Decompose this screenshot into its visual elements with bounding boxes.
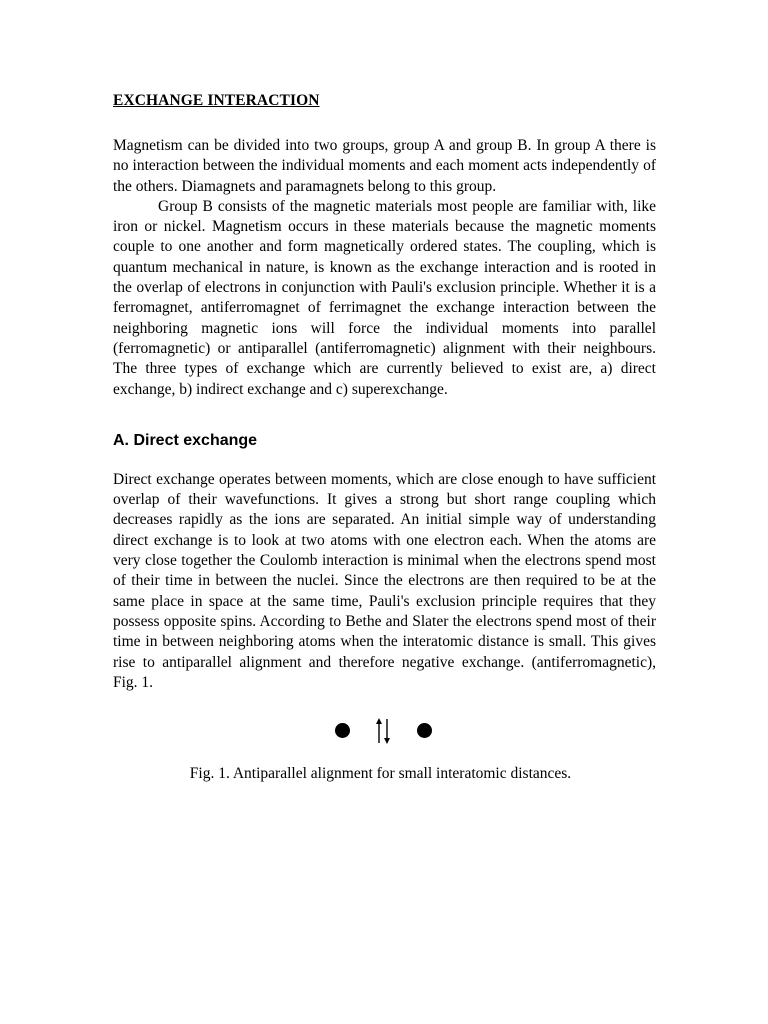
atom-nucleus-icon [335, 723, 350, 738]
atom-nucleus-icon [417, 723, 432, 738]
section-heading-direct-exchange: A. Direct exchange [113, 431, 258, 449]
document-page [113, 88, 656, 785]
antiparallel-spin-arrows-icon [373, 717, 393, 745]
paragraph-direct-exchange: Direct exchange operates between moments, which are close enough to have sufficient overlap of their wavefunctions. It gives a strong but short range coupling which decreases rapidly as the ions are separated. An initial simple way of understanding direct exchange is to look at two atoms with one electron each. When the atoms are very close together the Coulomb interaction is minimal when the electrons spend most of their time in between the nuclei. Since the electrons are then required to be at the same place in space at the same time, Pauli's exclusion principle requires that they possess opposite spins. According to Bethe and Slater the electrons spend most of their time in between neighboring atoms when the interatomic distance is small. This gives rise to antiparallel alignment and therefore negative exchange. (antiferromagnetic), Fig. 1. [113, 470, 656, 691]
figure-1 [113, 711, 656, 751]
document-title: EXCHANGE INTERACTION [113, 92, 320, 109]
figure-1-caption: Fig. 1. Antiparallel alignment for small interatomic distances. [189, 765, 572, 783]
paragraph-group-a: Magnetism can be divided into two groups, group A and group B. In group A there is no interaction between the individual moments and each moment acts independently of the others. Diamagnets and paramagnets belong to this group. [113, 137, 656, 195]
paragraph-group-b: Group B consists of the magnetic materials most people are familiar with, like iron or nickel. Magnetism occurs in these materials because the magnetic moments couple to one another and form magnetically ordered states. The coupling, which is quantum mechanical in nature, is known as the exchange interaction and is rooted in the overlap of electrons in conjunction with Pauli's exclusion principle. Whether it is a ferromagnet, antiferromagnet of ferrimagnet the exchange interaction between the neighboring magnetic ions will force the individual moments into parallel (ferromagnetic) or antiparallel (antiferromagnetic) alignment with their neighbours. The three types of exchange which are currently believed to exist are, a) direct exchange, b) indirect exchange and c) superexchange. [113, 197, 656, 398]
